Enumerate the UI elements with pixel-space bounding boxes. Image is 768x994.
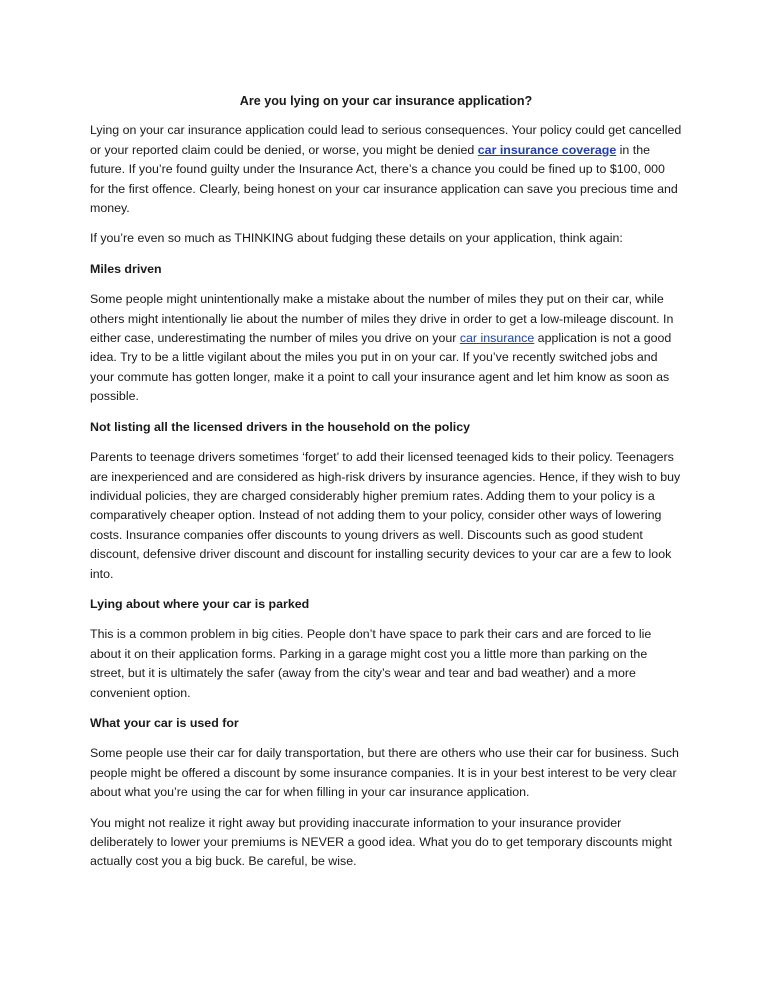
miles-driven-paragraph: [90, 290, 682, 406]
car-usage-paragraph: Some people use their car for daily transportation, but there are others who use their car for business. Such people might be offered a discount by some insurance companies. It is in your best interest to be very clear about what you’re using the car for when filling in your car insurance application.: [90, 746, 679, 800]
miles-text-after-link: application is not a good idea. Try to be a little vigilant about the miles you put in on your car. If you’ve recently switched jobs and your commute has gotten longer, make it a point to call your insurance agent and let him know as soon as possible.: [90, 331, 672, 404]
car-parked-heading: Lying about where your car is parked: [90, 596, 310, 611]
car-insurance-coverage-link[interactable]: car insurance coverage: [477, 142, 617, 157]
intro-text-after-link: in the future. If you’re found guilty under the Insurance Act, there’s a chance you could be fined up to $100, 000 for the first offence. Clearly, being honest on your car insurance application can save you precious time and money.: [90, 142, 678, 216]
closing-paragraph: You might not realize it right away but providing inaccurate information to your insurance provider deliberately to lower your premiums is NEVER a good idea. What you do to get temporary discounts might actually cost you a big buck. Be careful, be wise.: [90, 815, 672, 869]
car-usage-heading: What your car is used for: [90, 715, 239, 730]
licensed-drivers-paragraph: Parents to teenage drivers sometimes ‘forget’ to add their licensed teenaged kids to their policy. Teenagers are inexperienced and are considered as high-risk drivers by insurance agencies. Hence, if they wish to buy individual policies, they are charged considerably higher premium rates. Adding them to your policy is a comparatively cheaper option. Instead of not adding them to your policy, consider other ways of lowering costs. Insurance companies offer discounts to young drivers as well. Discounts such as good student discount, defensive driver discount and discount for installing security devices to your car are a few to look into.: [90, 450, 681, 581]
intro-text-before-link: Lying on your car insurance application could lead to serious consequences. Your policy could get cancelled or your reported claim could be denied, or worse, you might be denied: [90, 123, 682, 157]
miles-text-before-link: Some people might unintentionally make a mistake about the number of miles they put on their car, while others might intentionally lie about the number of miles they drive in order to get a low-mileage discount. In either case, underestimating the number of miles you drive on your: [90, 292, 674, 346]
document-title: Are you lying on your car insurance application?: [239, 94, 533, 108]
intro-paragraph: [90, 121, 682, 218]
document-page: [90, 92, 682, 883]
lead-in-paragraph: If you’re even so much as THINKING about fudging these details on your application, think again:: [90, 231, 623, 246]
miles-driven-heading: Miles driven: [90, 261, 162, 276]
car-parked-paragraph: This is a common problem in big cities. People don’t have space to park their cars and are forced to lie about it on their application forms. Parking in a garage might cost you a little more than parking on the street, but it is ultimately the safer (away from the city’s wear and tear and bad weather) and a more convenient option.: [90, 627, 652, 700]
car-insurance-link[interactable]: car insurance: [459, 331, 535, 346]
licensed-drivers-heading: Not listing all the licensed drivers in the household on the policy: [90, 419, 471, 434]
